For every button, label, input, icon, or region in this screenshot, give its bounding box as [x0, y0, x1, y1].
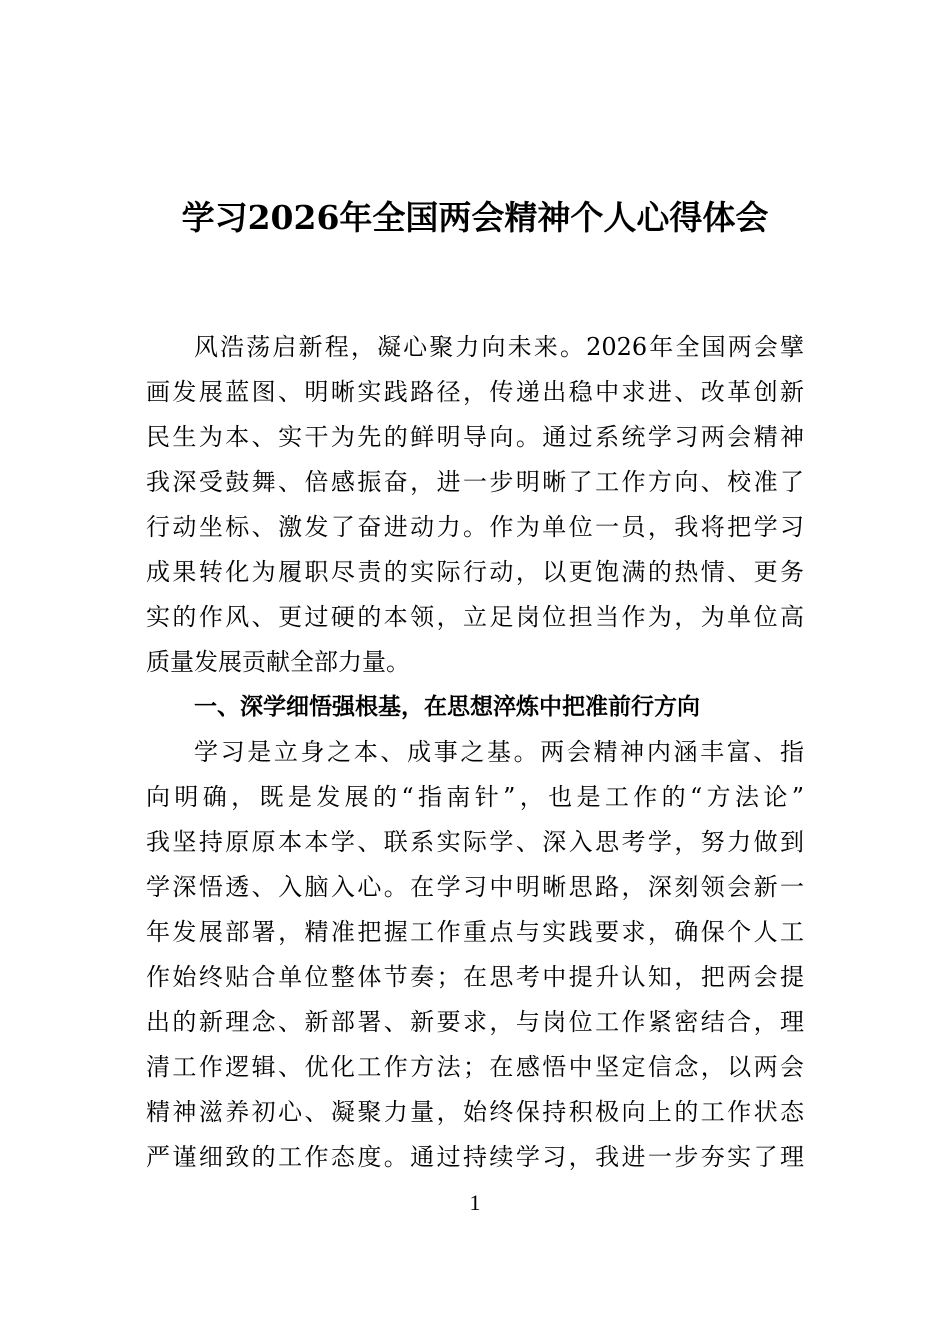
paragraph-line: 出的新理念、新部署、新要求，与岗位工作紧密结合，理: [146, 1008, 804, 1036]
paragraph-line: 年发展部署，精准把握工作重点与实践要求，确保个人工: [146, 918, 804, 946]
document-body: [146, 325, 804, 1180]
paragraph-line: 学习是立身之本、成事之基。两会精神内涵丰富、指: [194, 738, 804, 766]
paragraph-line: 向明确，既是发展的“指南针”，也是工作的“方法论”: [146, 783, 804, 811]
paragraph-line: 我深受鼓舞、倍感振奋，进一步明晰了工作方向、校准了: [146, 468, 804, 496]
paragraph-line: 成果转化为履职尽责的实际行动，以更饱满的热情、更务: [146, 558, 804, 586]
paragraph-line: 质量发展贡献全部力量。: [146, 648, 410, 676]
paragraph-line: 民生为本、实干为先的鲜明导向。通过系统学习两会精神: [146, 423, 804, 451]
paragraph-line: 精神滋养初心、凝聚力量，始终保持积极向上的工作状态: [146, 1098, 804, 1126]
section-heading: 一、深学细悟强根基，在思想淬炼中把准前行方向: [194, 694, 700, 720]
paragraph-line: 清工作逻辑、优化工作方法；在感悟中坚定信念，以两会: [146, 1053, 804, 1081]
paragraph-line: 实的作风、更过硬的本领，立足岗位担当作为，为单位高: [146, 603, 804, 631]
document-title: 学习2026年全国两会精神个人心得体会: [181, 198, 769, 237]
paragraph-line: 作始终贴合单位整体节奏；在思考中提升认知，把两会提: [146, 963, 804, 991]
paragraph-line: 行动坐标、激发了奋进动力。作为单位一员，我将把学习: [146, 513, 804, 541]
paragraph-line: 我坚持原原本本学、联系实际学、深入思考学，努力做到: [146, 828, 804, 856]
paragraph-line: 严谨细致的工作态度。通过持续学习，我进一步夯实了理: [146, 1143, 804, 1171]
page-number: 1: [469, 1190, 481, 1215]
paragraph-line: 学深悟透、入脑入心。在学习中明晰思路，深刻领会新一: [146, 873, 804, 901]
paragraph-line: 画发展蓝图、明晰实践路径，传递出稳中求进、改革创新: [146, 378, 804, 406]
paragraph-line: 风浩荡启新程，凝心聚力向未来。2026年全国两会擘: [194, 333, 804, 361]
